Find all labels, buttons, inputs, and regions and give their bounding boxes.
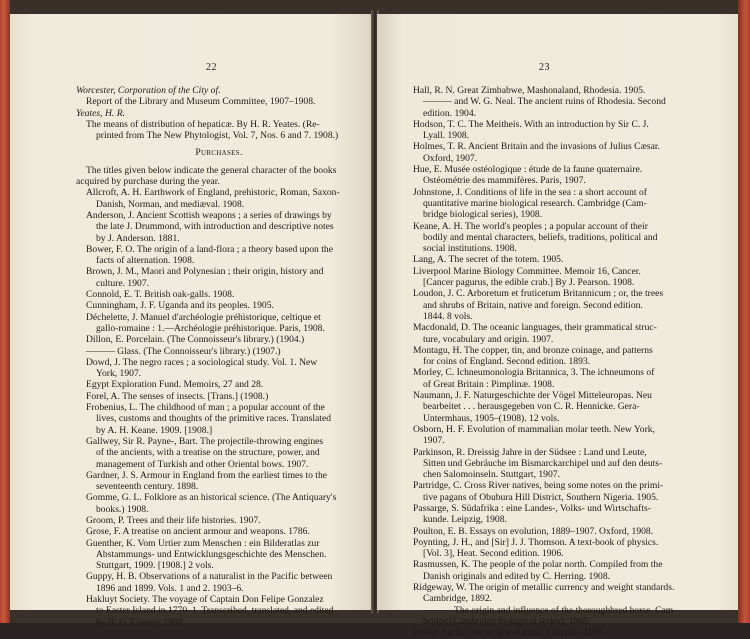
page-number: 23 [539, 62, 550, 73]
text-line: 1896 and 1899. Vols. 1 and 2. 1903–6. [96, 582, 244, 594]
text-line: the late J. Drummond, with introduction and descriptive notes [96, 221, 334, 233]
text-line: Lyall. 1908. [423, 130, 470, 142]
text-line: bridge biological series), 1908. [423, 209, 543, 221]
text-line: Passarge, S. Südafrika : eine Landes-, Volks- und Wirtschafts- [413, 502, 651, 514]
text-line: to Easter Island in 1770–1. Transcribed, translated, and edited [96, 605, 334, 617]
text-line: edition. 1904. [423, 107, 477, 119]
section-heading: Purchases. [195, 147, 243, 159]
text-line: bridge (Cambridge biological series), 1905. [423, 615, 591, 627]
left-page [10, 14, 373, 628]
text-line: ——— The origin and influence of the thoroughbred horse. Cam- [423, 604, 677, 616]
text-line: Déchelette, J. Manuel d'archéologie préhistorique, celtique et [86, 311, 321, 323]
text-line: gallo-romaine : 1.—Archéologie préhistorique. Paris, 1908. [96, 322, 325, 334]
text-line: Dillon, E. Porcelain. (The Connoisseur's library.) (1904.) [86, 334, 305, 346]
text-line: Hall, R. N. Great Zimbabwe, Mashonaland, Rhodesia. 1905. [413, 85, 646, 96]
text-line: Macdonald, D. The oceanic languages, their grammatical struc- [413, 322, 657, 334]
text-line: The titles given below indicate the general character of the books [86, 164, 337, 176]
text-line: 1844. 8 vols. [423, 310, 473, 322]
text-line: Anderson, J. Ancient Scottish weapons ; a series of drawings by [86, 209, 332, 221]
text-line: quantitative marine biological research. Cambridge (Cam- [423, 197, 647, 209]
text-line: and shrubs of Britain, native and foreign. Second edition. [423, 299, 643, 311]
text-line: Danish originals and edited by C. Herring. 1908. [423, 570, 611, 582]
text-line: Frobenius, L. The childhood of man ; a popular account of the [86, 402, 325, 414]
book-edge-right [738, 0, 750, 623]
text-line: Johnstone, J. Conditions of life in the sea : a short account of [413, 186, 647, 198]
text-line: Sitten und Gebräuche im Bismarckarchipel und auf den deuts- [423, 457, 663, 469]
text-line: Dowd, J. The negro races ; a sociological study. Vol. 1. New [86, 356, 318, 368]
text-line: Abstammungs- und Entwicklungsgeschichte des Menschen. [96, 548, 327, 560]
text-line: Partridge, C. Cross River natives, being some notes on the primi- [413, 480, 664, 492]
text-line: acquired by purchase during the year. [76, 176, 220, 188]
text-line: Morley, C. Ichneumonologia Britannica, 3. The ichneumons of [413, 367, 655, 379]
text-line: Loudon, J. C. Arboretum et fruticetum Britannicum ; or, the trees [413, 288, 664, 300]
text-line: 1907. [423, 435, 445, 447]
text-line: chen Salomoinseln. Stuttgart, 1907. [423, 469, 560, 481]
text-line: ture, vocabulary and origin. 1907. [423, 333, 554, 345]
text-line: by A. H. Keane. 1909. [1908.] [96, 424, 213, 436]
text-line: of the ancients, with a treatise on the structure, power, and [96, 447, 320, 459]
text-line: ——— and W. G. Neal. The ancient ruins of Rhodesia. Second [423, 96, 666, 108]
text-line: Hue, E. Musée ostéologique : étude de la faune quaternaire. [413, 164, 643, 176]
text-line: printed from The New Phytologist, Vol. 7, Nos. 6 and 7. 1908.) [96, 130, 339, 142]
text-line: Risley, Sir H. The people of India. Calcutta, 1908. [413, 627, 606, 639]
text-line: Rasmussen, K. The people of the polar north. Compiled from the [413, 559, 663, 571]
text-line: management of Turkish and other Oriental bows. 1907. [96, 458, 309, 470]
text-line: Oxford, 1907. [423, 152, 478, 164]
page-number: 22 [206, 62, 217, 73]
text-line: Danish, Norman, and mediæval. 1908. [96, 198, 245, 210]
text-line: Lang, A. The secret of the totem. 1905. [413, 254, 564, 266]
text-line: kunde. Leipzig, 1908. [423, 514, 507, 526]
text-line: Naumann, J. F. Naturgeschichte der Vögel Mitteleuropas. Neu [413, 390, 652, 402]
text-line: Egypt Exploration Fund. Memoirs, 27 and 28. [86, 379, 264, 391]
text-line: facts of alternation. 1908. [96, 255, 195, 267]
text-line: Report of the Library and Museum Committee, 1907–1908. [86, 96, 316, 108]
right-page [377, 14, 738, 639]
text-line: Parkinson, R. Dreissig Jahre in der Südsee : Land und Leute, [413, 446, 647, 458]
text-line: Cunningham, J. F. Uganda and its peoples. 1905. [86, 300, 274, 312]
text-line: tive pagans of Obubura Hill District, Southern Nigeria. 1905. [423, 491, 659, 503]
text-line: Groom, P. Trees and their life histories. 1907. [86, 514, 261, 526]
text-line: Forel, A. The senses of insects. [Trans.] (1908.) [86, 390, 269, 402]
text-line: ——— Glass. (The Connoisseur's library.) (1907.) [86, 345, 281, 357]
page-text [413, 85, 713, 639]
text-line: Bower, F. O. The origin of a land-flora ; a theory based upon the [86, 243, 333, 255]
text-line: [Vol. 3], Heat. Second edition. 1906. [423, 548, 564, 560]
text-line: Hakluyt Society. The voyage of Captain Don Felipe Gonzalez [86, 594, 324, 606]
text-line: books.) 1908. [96, 503, 149, 515]
text-line: Allcroft, A. H. Earthwork of England, prehistoric, Roman, Saxon- [86, 187, 340, 199]
text-line: Stuttgart, 1909. [1908.] 2 vols. [96, 560, 214, 572]
page-text [76, 85, 362, 628]
text-line: Poynting, J. H., and [Sir] J. J. Thomson. A text-book of physics. [413, 536, 659, 548]
text-line: Hodson, T. C. The Meitheis. With an introduction by Sir C. J. [413, 118, 649, 130]
text-line: Brown, J. M., Maori and Polynesian ; their origin, history and [86, 266, 324, 278]
text-line: Untermhaus, 1905–(1908). 12 vols. [423, 412, 560, 424]
text-line: bearbeitet . . . herausgegeben von C. R. Hennicke. Gera- [423, 401, 640, 413]
text-line: Connold, E. T. British oak-galls. 1908. [86, 289, 235, 301]
text-line: Holmes, T. R. Ancient Britain and the invasions of Julius Cæsar. [413, 141, 660, 153]
text-line: for coins of England. Second edition. 1893. [423, 356, 591, 368]
text-line: Grose, F. A treatise on ancient armour and weapons. 1786. [86, 526, 310, 538]
text-line: [Cancer pagurus, the edible crab.] By J. Pearson. 1908. [423, 277, 635, 289]
book-edge-left [0, 0, 10, 623]
text-line: Liverpool Marine Biology Committee. Memoir 16, Cancer. [413, 265, 641, 277]
text-line: Gomme, G. L. Folklore as an historical science. (The Antiquary's [86, 492, 337, 504]
text-line: Ridgeway, W. The origin of metallic currency and weight standards. [413, 582, 675, 594]
text-line: Yeates, H. R. [76, 107, 125, 119]
text-line: Poulton, E. B. Essays on evolution, 1889–1907. Oxford, 1908. [413, 525, 654, 537]
text-line: Cambridge, 1892. [423, 593, 493, 605]
text-line: Osborn, H. F. Evolution of mammalian molar teeth. New York, [413, 423, 655, 435]
text-line: Gallwey, Sir R. Payne-, Bart. The projectile-throwing engines [86, 435, 324, 447]
text-line: social institutions. 1908. [423, 243, 517, 255]
text-line: seventeenth century. 1898. [96, 481, 199, 493]
text-line: The means of distribution of hepaticæ. By H. R. Yeates. (Re- [86, 118, 320, 130]
text-line: Guppy, H. B. Observations of a naturalist in the Pacific between [86, 571, 333, 583]
text-line: bodily and mental characters, beliefs, traditions, political and [423, 231, 658, 243]
text-line: lives, customs and thoughts of the primitive races. Translated [96, 413, 332, 425]
text-line: Keane, A. H. The world's peoples ; a popular account of their [413, 220, 648, 232]
text-line: Gardner, J. S. Armour in England from the earliest times to the [86, 469, 328, 481]
text-line: Worcester, Corporation of the City of. [76, 85, 221, 96]
text-line: Ostéométrie des mammifères. Paris, 1907. [423, 175, 586, 187]
text-line: of Great Britain : Pimplinæ. 1908. [423, 378, 555, 390]
text-line: Guenther, K. Vom Urtier zum Menschen : ein Bilderatlas zur [86, 537, 320, 549]
text-line: Montagu, H. The copper, tin, and bronze coinage, and patterns [413, 344, 653, 356]
text-line: York, 1907. [96, 368, 142, 380]
text-line: by J. Anderson. 1881. [96, 232, 180, 244]
text-line: culture. 1907. [96, 277, 150, 289]
text-line: by B. G. Corney. 1908. [96, 616, 185, 628]
